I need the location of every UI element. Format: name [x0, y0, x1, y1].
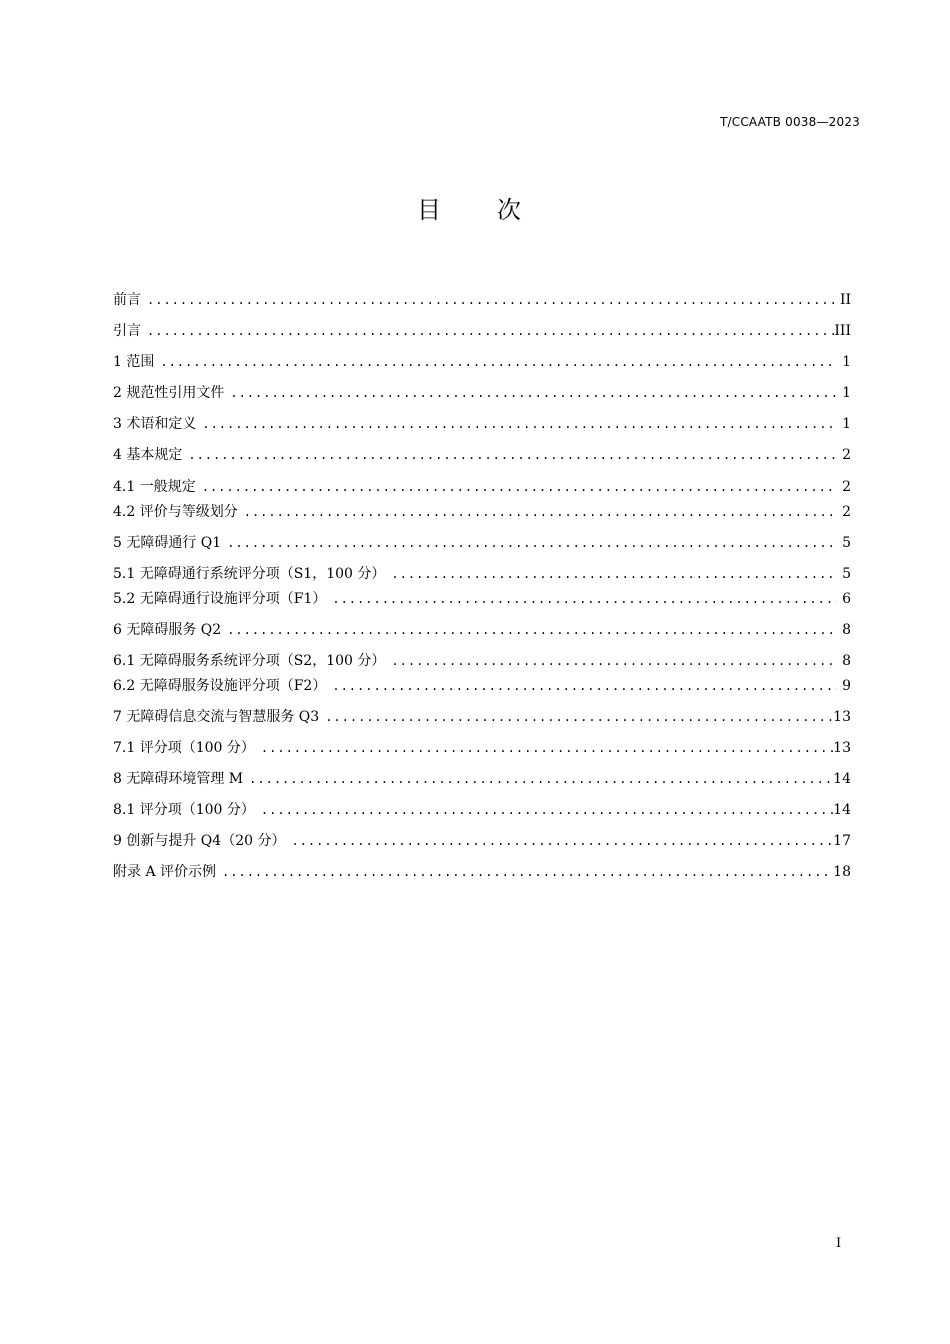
toc-entry-title: 4 基本规定	[113, 447, 183, 463]
toc-entry-page: 2	[842, 479, 851, 495]
toc-entry[interactable]	[113, 446, 851, 464]
toc-entry-page: 9	[842, 678, 851, 694]
toc-entry[interactable]	[113, 832, 851, 850]
toc-entry-page: 8	[842, 653, 851, 669]
toc-entry-title: 8 无障碍环境管理 M	[113, 771, 244, 787]
toc-entry-page: II	[839, 292, 851, 308]
toc-entry-title: 3 术语和定义	[113, 416, 197, 432]
toc-entry-title: 4.2 评价与等级划分	[113, 504, 238, 520]
toc-entry[interactable]	[113, 770, 851, 788]
toc-leader-dots	[238, 503, 837, 521]
toc-entry[interactable]	[113, 384, 851, 402]
toc-leader-dots	[141, 291, 837, 309]
toc-entry-page: 14	[833, 771, 851, 787]
toc-leader-dots	[141, 322, 834, 340]
toc-entry[interactable]	[113, 565, 851, 583]
toc-leader-dots	[326, 590, 837, 608]
toc-entry[interactable]	[113, 677, 851, 695]
toc-leader-dots	[285, 832, 833, 850]
toc-entry-title: 5.2 无障碍通行设施评分项（F1）	[113, 591, 327, 607]
toc-leader-dots	[255, 801, 833, 819]
toc-entry-page: 13	[833, 709, 851, 725]
toc-entry-title: 2 规范性引用文件	[113, 385, 225, 401]
toc-entry-page: III	[834, 323, 851, 339]
toc-entry[interactable]	[113, 322, 851, 340]
toc-entry-title: 5 无障碍通行 Q1	[113, 535, 222, 551]
toc-entry-title: 9 创新与提升 Q4（20 分）	[113, 833, 286, 849]
toc-entry-title: 前言	[113, 292, 141, 308]
toc-entry-title: 6.2 无障碍服务设施评分项（F2）	[113, 678, 327, 694]
toc-leader-dots	[216, 863, 833, 881]
toc-entry[interactable]	[113, 621, 851, 639]
toc-entry-page: 5	[842, 566, 851, 582]
toc-entry-title: 引言	[113, 323, 141, 339]
toc-entry-page: 2	[842, 504, 851, 520]
toc-leader-dots	[255, 739, 833, 757]
toc-leader-dots	[243, 770, 833, 788]
page-number: I	[836, 1236, 842, 1251]
toc-entry-page: 1	[842, 354, 851, 370]
toc-leader-dots	[182, 446, 837, 464]
toc-entry[interactable]	[113, 291, 851, 309]
toc-leader-dots	[221, 621, 837, 639]
toc-entry[interactable]	[113, 503, 851, 521]
toc-entry-title: 1 范围	[113, 354, 155, 370]
toc-entry[interactable]	[113, 739, 851, 757]
toc-entry-title: 5.1 无障碍通行系统评分项（S1，100 分）	[113, 566, 386, 582]
toc-entry-page: 5	[842, 535, 851, 551]
toc-entry[interactable]	[113, 863, 851, 881]
toc-entry-page: 6	[842, 591, 851, 607]
toc-leader-dots	[154, 353, 837, 371]
toc-leader-dots	[196, 415, 837, 433]
toc-entry-page: 17	[833, 833, 851, 849]
toc-entry-page: 14	[833, 802, 851, 818]
toc-leader-dots	[385, 652, 837, 670]
toc-entry-page: 1	[842, 416, 851, 432]
toc-entry-page: 8	[842, 622, 851, 638]
toc-leader-dots	[385, 565, 837, 583]
toc-entry[interactable]	[113, 478, 851, 496]
toc-entry[interactable]	[113, 801, 851, 819]
toc-leader-dots	[319, 708, 833, 726]
toc-leader-dots	[196, 478, 837, 496]
toc-leader-dots	[221, 534, 837, 552]
toc-entry-title: 6 无障碍服务 Q2	[113, 622, 222, 638]
toc-entry[interactable]	[113, 353, 851, 371]
toc-entry-title: 7.1 评分项（100 分）	[113, 740, 255, 756]
toc-entry-title: 4.1 一般规定	[113, 479, 196, 495]
toc-entry-title: 8.1 评分项（100 分）	[113, 802, 255, 818]
toc-leader-dots	[224, 384, 837, 402]
toc-entry[interactable]	[113, 652, 851, 670]
page-title: 目次	[417, 196, 577, 224]
toc-entry-page: 18	[833, 864, 851, 880]
toc-entry-page: 13	[833, 740, 851, 756]
toc-leader-dots	[326, 677, 837, 695]
toc-entry-page: 1	[842, 385, 851, 401]
toc-entry-title: 附录 A 评价示例	[113, 864, 217, 880]
toc-entry[interactable]	[113, 590, 851, 608]
toc-entry[interactable]	[113, 708, 851, 726]
toc-entry-title: 6.1 无障碍服务系统评分项（S2，100 分）	[113, 653, 386, 669]
toc-entry[interactable]	[113, 534, 851, 552]
toc-entry-title: 7 无障碍信息交流与智慧服务 Q3	[113, 709, 320, 725]
toc-entry[interactable]	[113, 415, 851, 433]
toc-entry-page: 2	[842, 447, 851, 463]
standard-code: T/CCAATB 0038—2023	[719, 115, 860, 129]
